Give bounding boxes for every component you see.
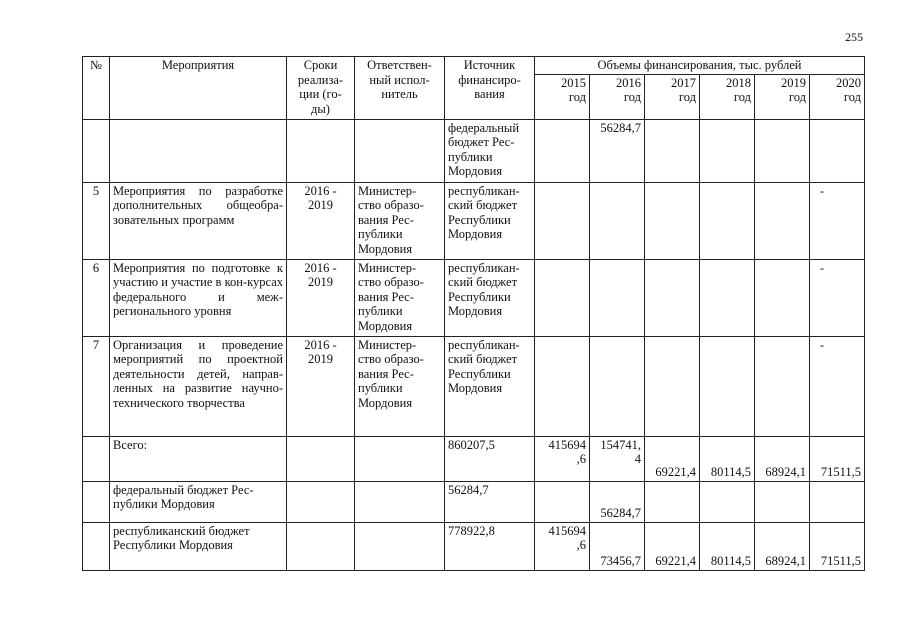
- cell-empty: [645, 481, 700, 522]
- cell-source: федеральный бюджет Рес- публики Мордовия: [445, 119, 535, 182]
- cell-2019: 68924,1: [755, 522, 810, 570]
- header-responsible: Ответствен- ный испол- нитель: [355, 57, 445, 120]
- cell-empty: [83, 436, 110, 481]
- header-year-2020: 2020 год: [810, 74, 865, 119]
- cell-empty: [590, 259, 645, 336]
- table-row: [83, 259, 865, 336]
- cell-2020: -: [810, 259, 865, 336]
- cell-empty: [287, 522, 355, 570]
- cell-2020: 71511,5: [810, 436, 865, 481]
- cell-empty: [700, 182, 755, 259]
- cell-empty: [700, 119, 755, 182]
- header-year-2019: 2019 год: [755, 74, 810, 119]
- cell-2016: 56284,7: [590, 119, 645, 182]
- cell-responsible: Министер- ство образо- вания Рес- публики Мордовия: [355, 259, 445, 336]
- cell-empty: [645, 182, 700, 259]
- cell-2017: 69221,4: [645, 522, 700, 570]
- cell-empty: [355, 436, 445, 481]
- table-row-total: [83, 436, 865, 481]
- cell-empty: [355, 522, 445, 570]
- cell-terms: 2016 - 2019: [287, 336, 355, 436]
- table-row: [83, 119, 865, 182]
- cell-2015: 415694 ,6: [535, 522, 590, 570]
- cell-source: республикан- ский бюджет Республики Мордовия: [445, 182, 535, 259]
- header-year-2015: 2015 год: [535, 74, 590, 119]
- header-event: Мероприятия: [110, 57, 287, 120]
- header-year-2018: 2018 год: [700, 74, 755, 119]
- cell-total-label: Всего:: [110, 436, 287, 481]
- cell-empty: [110, 119, 287, 182]
- cell-source: республикан- ский бюджет Республики Мордовия: [445, 336, 535, 436]
- cell-empty: [535, 119, 590, 182]
- cell-empty: [287, 119, 355, 182]
- cell-responsible: Министер- ство образо- вания Рес- публики Мордовия: [355, 182, 445, 259]
- cell-2017: 69221,4: [645, 436, 700, 481]
- cell-empty: [645, 259, 700, 336]
- cell-empty: [535, 481, 590, 522]
- cell-empty: [810, 119, 865, 182]
- table-row: [83, 336, 865, 436]
- cell-2018: 80114,5: [700, 436, 755, 481]
- cell-empty: [755, 259, 810, 336]
- cell-empty: [755, 336, 810, 436]
- header-funding: Объемы финансирования, тыс. рублей: [535, 57, 865, 75]
- cell-source: 56284,7: [445, 481, 535, 522]
- header-year-2017: 2017 год: [645, 74, 700, 119]
- cell-2020: 71511,5: [810, 522, 865, 570]
- header-source: Источник финансиро- вания: [445, 57, 535, 120]
- cell-num: 6: [83, 259, 110, 336]
- cell-empty: [83, 481, 110, 522]
- cell-num: 5: [83, 182, 110, 259]
- cell-source: 860207,5: [445, 436, 535, 481]
- cell-empty: [535, 336, 590, 436]
- cell-event: Организация и проведение мероприятий по проектной деятельности детей, направ-ленных на развитие научно-технического творчества: [110, 336, 287, 436]
- cell-federal-label: федеральный бюджет Рес- публики Мордовия: [110, 481, 287, 522]
- header-num: №: [83, 57, 110, 120]
- cell-terms: 2016 - 2019: [287, 182, 355, 259]
- cell-empty: [535, 182, 590, 259]
- cell-empty: [355, 481, 445, 522]
- cell-2016: 56284,7: [590, 481, 645, 522]
- cell-empty: [700, 481, 755, 522]
- cell-terms: 2016 - 2019: [287, 259, 355, 336]
- cell-empty: [287, 481, 355, 522]
- funding-table: [82, 56, 865, 571]
- cell-empty: [755, 481, 810, 522]
- cell-responsible: Министер- ство образо- вания Рес- публики Мордовия: [355, 336, 445, 436]
- header-year-2016: 2016 год: [590, 74, 645, 119]
- cell-empty: [700, 336, 755, 436]
- cell-empty: [645, 336, 700, 436]
- header-terms: Сроки реализа- ции (го- ды): [287, 57, 355, 120]
- cell-event: Мероприятия по подготовке к участию и участие в кон-курсах федерального и меж-регионального уровня: [110, 259, 287, 336]
- cell-empty: [590, 336, 645, 436]
- cell-empty: [287, 436, 355, 481]
- cell-empty: [755, 119, 810, 182]
- cell-event: Мероприятия по разработке дополнительных общеобра-зовательных программ: [110, 182, 287, 259]
- cell-num: 7: [83, 336, 110, 436]
- cell-empty: [700, 259, 755, 336]
- cell-republic-label: республиканский бюджет Республики Мордовия: [110, 522, 287, 570]
- cell-2015: 415694 ,6: [535, 436, 590, 481]
- table-row: [83, 182, 865, 259]
- cell-empty: [755, 182, 810, 259]
- cell-empty: [590, 182, 645, 259]
- cell-2020: -: [810, 336, 865, 436]
- cell-empty: [810, 481, 865, 522]
- page-number: 255: [845, 30, 863, 44]
- table-header-row: [83, 57, 865, 75]
- cell-2019: 68924,1: [755, 436, 810, 481]
- cell-2020: -: [810, 182, 865, 259]
- cell-empty: [83, 522, 110, 570]
- cell-empty: [355, 119, 445, 182]
- cell-2016: 73456,7: [590, 522, 645, 570]
- cell-source: 778922,8: [445, 522, 535, 570]
- cell-empty: [535, 259, 590, 336]
- cell-empty: [83, 119, 110, 182]
- table-row-republic: [83, 522, 865, 570]
- cell-source: республикан- ский бюджет Республики Мордовия: [445, 259, 535, 336]
- cell-empty: [645, 119, 700, 182]
- cell-2018: 80114,5: [700, 522, 755, 570]
- table-row-federal: [83, 481, 865, 522]
- cell-2016: 154741, 4: [590, 436, 645, 481]
